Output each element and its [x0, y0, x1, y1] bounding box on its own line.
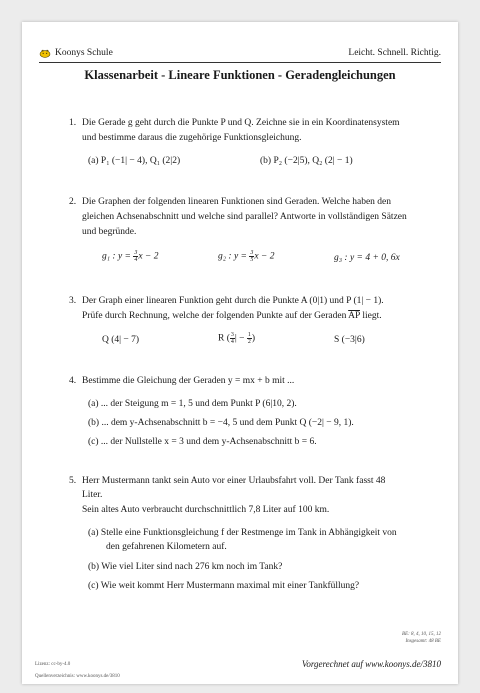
task-4a: (a) ... der Steigung m = 1, 5 und dem Punkt P (6|10, 2).: [88, 399, 297, 409]
function-g2: [218, 250, 274, 263]
task-1-number: 1.: [69, 118, 77, 128]
task-5-number: 5.: [69, 476, 77, 486]
r-numerator-2: 1: [247, 332, 251, 338]
task-4-number: 4.: [69, 376, 77, 386]
task-3-line-2-end: liegt.: [359, 311, 382, 321]
task-3-line-1: Der Graph einer linearen Funktion geht durch die Punkte A (0|1) und P (1| − 1).: [82, 296, 384, 306]
task-4c: (c) ... der Nullstelle x = 3 und dem y-Achsenabschnitt b = 6.: [88, 437, 317, 447]
be-total: Insgesamt: 48 BE: [405, 639, 441, 644]
koonys-logo-icon: [39, 49, 51, 58]
task-5-line-2: Liter.: [82, 490, 103, 500]
task-4-line-1: Bestimme die Gleichung der Geraden y = mx + b mit ...: [82, 376, 295, 386]
be-points: BE: 8, 4, 10, 15, 12: [401, 632, 441, 637]
school-name: Koonys Schule: [55, 48, 113, 58]
point-r: [218, 332, 255, 345]
function-g3: g₃ : y = 4 + 0, 6x: [334, 253, 400, 263]
task-4b: (b) ... dem y-Achsenabschnitt b = −4, 5 und dem Punkt Q (−2| − 9, 1).: [88, 418, 354, 428]
g2-denominator: 5: [250, 257, 254, 263]
point-r-suffix: ): [251, 333, 256, 344]
g1-suffix: x − 2: [138, 251, 159, 262]
task-5-line-1: Herr Mustermann tankt sein Auto vor einer Urlaubsfahrt voll. Der Tank fasst 48: [82, 476, 386, 486]
g2-numerator: 3: [250, 250, 254, 256]
task-2-number: 2.: [69, 197, 77, 207]
task-1a: (a) P₁ (−1| − 4), Q₁ (2|2): [88, 156, 181, 166]
slogan: Leicht. Schnell. Richtig.: [348, 48, 441, 58]
g1-prefix: g₁ : y =: [102, 251, 134, 262]
task-2-line-2: gleichen Achsenabschnitt und welche sind parallel? Antworte in vollständigen Sätzen: [82, 212, 407, 222]
license-text: Lizenz: cc-by-4.0: [35, 662, 71, 667]
solution-link[interactable]: Vorgerechnet auf www.koonys.de/3810: [301, 659, 441, 669]
g2-suffix: x − 2: [254, 251, 275, 262]
point-r-mid: | −: [234, 333, 247, 344]
task-3-line-2: [82, 310, 382, 322]
task-1-line-2: und bestimme daraus die zugehörige Funktionsgleichung.: [82, 133, 302, 143]
task-5b: (b) Wie viel Liter sind nach 276 km noch im Tank?: [88, 562, 283, 572]
task-5c: (c) Wie weit kommt Herr Mustermann maximal mit einer Tankfüllung?: [88, 581, 360, 591]
point-r-prefix: R (: [218, 333, 230, 344]
task-1b: (b) P₂ (−2|5), Q₂ (2| − 1): [260, 156, 353, 166]
g1-denominator: 4: [134, 257, 138, 263]
r-numerator-1: 3: [230, 332, 234, 338]
task-3-number: 3.: [69, 296, 77, 306]
g2-prefix: g₂ : y =: [218, 251, 250, 262]
point-s: S (−3|6): [334, 335, 365, 345]
function-g1: [102, 250, 158, 263]
page-title: Klassenarbeit - Lineare Funktionen - Geradengleichungen: [84, 68, 396, 82]
task-2-line-1: Die Graphen der folgenden linearen Funktionen sind Geraden. Welche haben den: [82, 197, 392, 207]
g1-numerator: 3: [134, 250, 138, 256]
worksheet-page: [22, 22, 458, 684]
point-q: Q (4| − 7): [102, 335, 140, 345]
task-3-line-2-text: Prüfe durch Rechnung, welche der folgenden Punkte auf der Geraden: [82, 311, 349, 321]
task-5-line-3: Sein altes Auto verbraucht durchschnittlich 7,8 Liter auf 100 km.: [82, 505, 330, 515]
r-denominator-2: 2: [247, 339, 251, 345]
task-2-line-3: und begründe.: [82, 227, 137, 237]
header-rule: [39, 62, 441, 63]
segment-ap: $\overline{AP}$: [348, 311, 360, 321]
task-5a-line-1: (a) Stelle eine Funktionsgleichung f der Restmenge im Tank in Abhängigkeit von: [88, 528, 397, 538]
sources-text: Quellenverzeichnis: www.koonys.de/3810: [35, 674, 120, 679]
task-1-line-1: Die Gerade g geht durch die Punkte P und Q. Zeichne sie in ein Koordinatensystem: [82, 118, 400, 128]
task-5a-line-2: den gefahrenen Kilometern auf.: [106, 542, 227, 552]
r-denominator-1: 4: [230, 339, 234, 345]
